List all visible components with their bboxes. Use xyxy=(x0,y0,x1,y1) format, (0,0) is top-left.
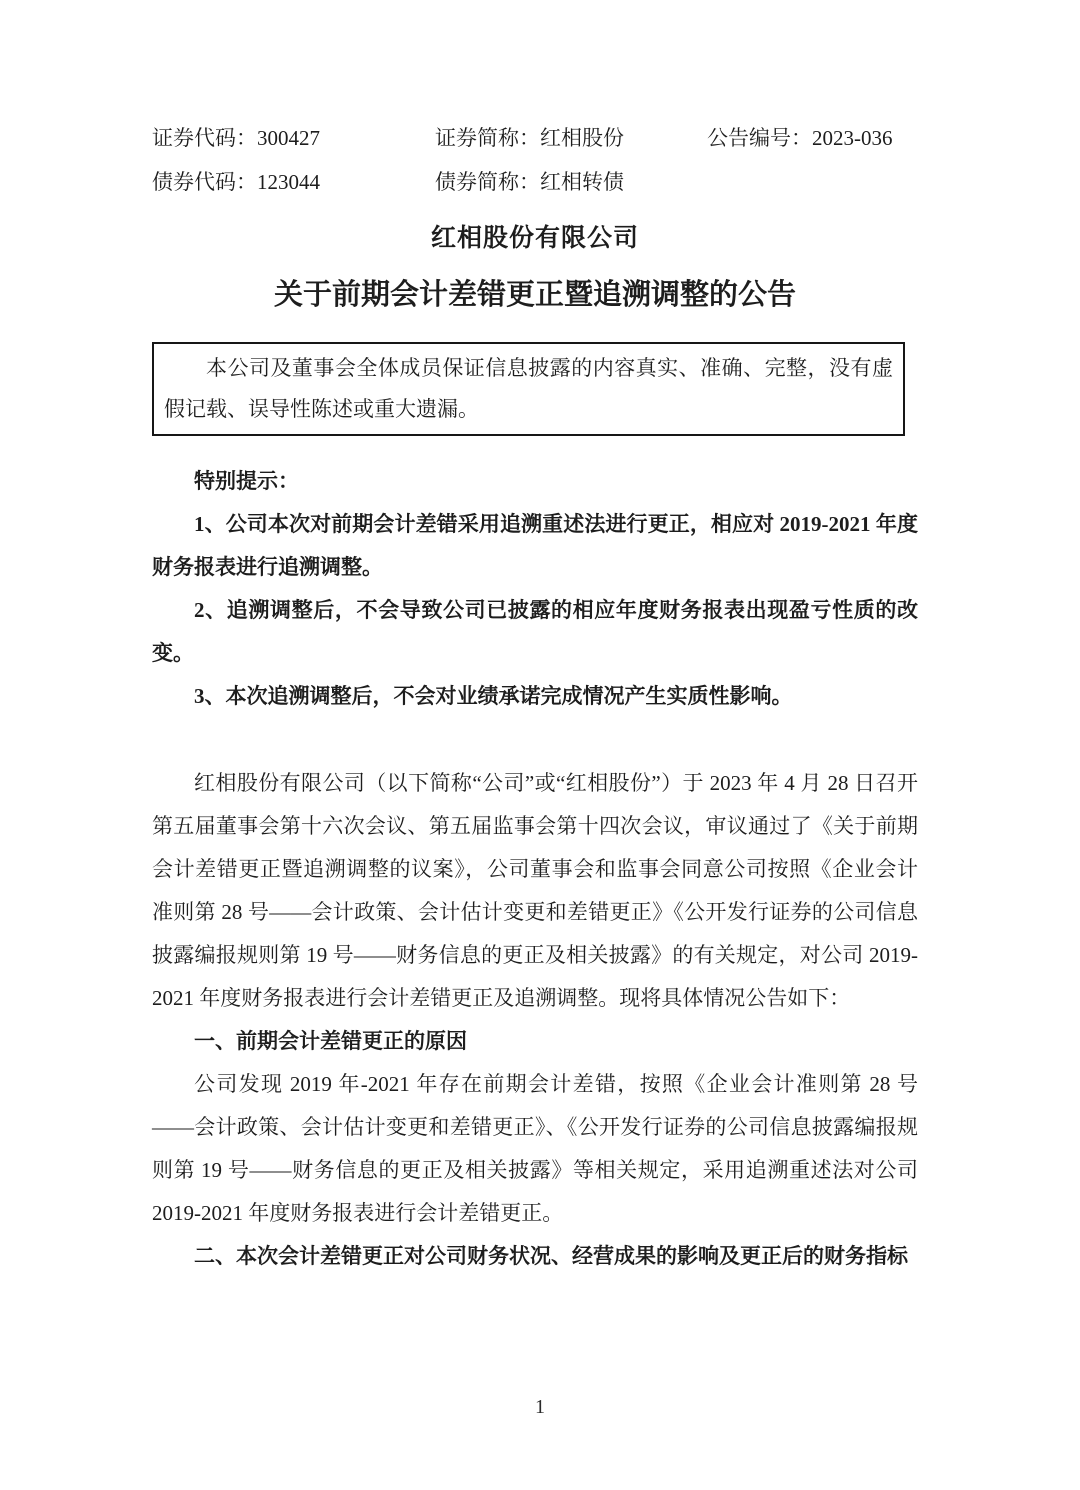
header-row-stock xyxy=(152,116,918,160)
disclaimer-text: 本公司及董事会全体成员保证信息披露的内容真实、准确、完整，没有虚假记载、误导性陈述或重大遗漏。 xyxy=(164,356,893,421)
company-name-title: 红相股份有限公司 xyxy=(430,225,639,252)
stock-code: 证券代码：300427 xyxy=(152,126,320,150)
bond-abbr: 债券简称：红相转债 xyxy=(435,170,624,194)
special-notice-item-2: 2、追溯调整后，不会导致公司已披露的相应年度财务报表出现盈亏性质的改变。 xyxy=(152,598,918,665)
special-notice-section xyxy=(152,460,918,718)
document-content xyxy=(152,0,918,1278)
special-notice-label: 特别提示： xyxy=(194,469,299,493)
section-1-heading: 一、前期会计差错更正的原因 xyxy=(194,1029,467,1053)
header-row-bond xyxy=(152,160,918,204)
header-row-bond-spacer xyxy=(707,160,918,204)
special-notice-item-1: 1、公司本次对前期会计差错采用追溯重述法进行更正，相应对 2019-2021 年度财务报表进行追溯调整。 xyxy=(152,512,918,579)
section-1-paragraph: 公司发现 2019 年-2021 年存在前期会计差错，按照《企业会计准则第 28 号——会计政策、会计估计变更和差错更正》、《公开发行证券的公司信息披露编报规则第 19 号——财务信息的更正及相关披露》等相关规定，采用追溯重述法对公司 2019-2021 年度财务报表进行会计差错更正。 xyxy=(152,1072,918,1225)
page-number: 1 xyxy=(535,1396,545,1418)
special-notice-item-3: 3、本次追溯调整后，不会对业绩承诺完成情况产生实质性影响。 xyxy=(194,684,793,708)
bond-code: 债券代码：123044 xyxy=(152,170,320,194)
stock-abbr: 证券简称：红相股份 xyxy=(435,126,624,150)
section-2-heading: 二、本次会计差错更正对公司财务状况、经营成果的影响及更正后的财务指标 xyxy=(194,1244,908,1268)
intro-paragraph: 红相股份有限公司（以下简称“公司”或“红相股份”）于 2023 年 4 月 28 日召开第五届董事会第十六次会议、第五届监事会第十四次会议，审议通过了《关于前期会计差错更正暨追溯调整的议案》，公司董事会和监事会同意公司按照《企业会计准则第 28 号——会计政策、会计估计变更和差错更正》《公开发行证券的公司信息披露编报规则第 19 号——财务信息的更正及相关披露》的有关规定，对公司 2019-2021 年度财务报表进行会计差错更正及追溯调整。现将具体情况公告如下： xyxy=(152,771,918,1010)
announcement-body xyxy=(152,762,918,1278)
announcement-number: 公告编号：2023-036 xyxy=(707,126,893,150)
announcement-title: 关于前期会计差错更正暨追溯调整的公告 xyxy=(273,279,796,311)
document-header xyxy=(152,116,918,204)
disclaimer-box xyxy=(152,342,905,436)
